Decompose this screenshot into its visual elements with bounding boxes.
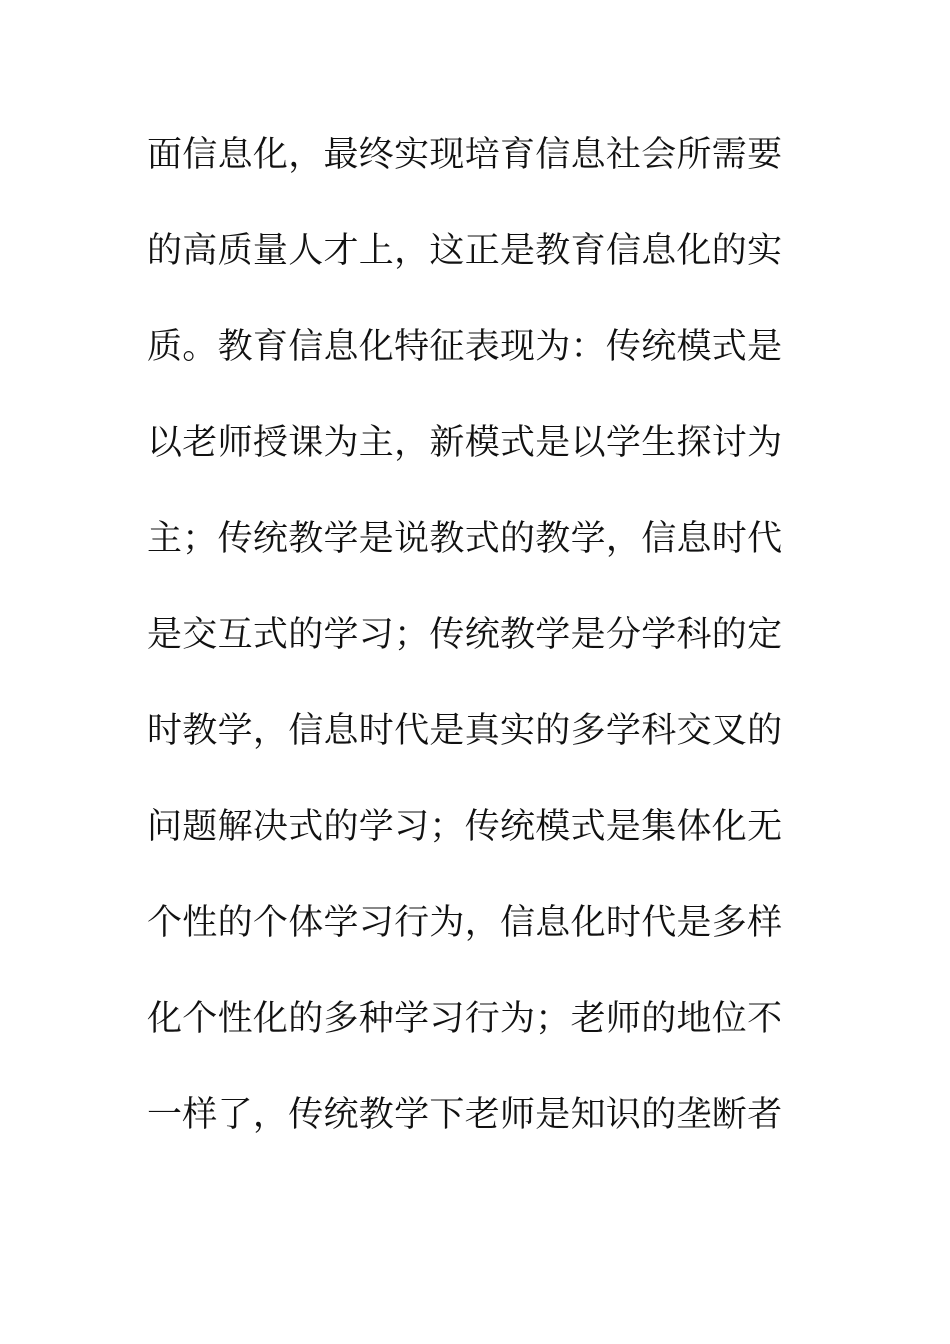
text-line-5: 主；传统教学是说教式的教学，信息时代 bbox=[147, 519, 783, 559]
text-line-7: 时教学，信息时代是真实的多学科交叉的 bbox=[147, 711, 783, 751]
text-line-11: 一样了，传统教学下老师是知识的垄断者 bbox=[147, 1095, 783, 1135]
text-line-4: 以老师授课为主，新模式是以学生探讨为 bbox=[147, 423, 783, 463]
text-line-8: 问题解决式的学习；传统模式是集体化无 bbox=[147, 807, 783, 847]
text-line-10: 化个性化的多种学习行为；老师的地位不 bbox=[147, 999, 783, 1039]
text-line-1: 面信息化，最终实现培育信息社会所需要 bbox=[147, 135, 783, 175]
text-line-6: 是交互式的学习；传统教学是分学科的定 bbox=[147, 615, 783, 655]
body-paragraph bbox=[147, 125, 787, 1181]
text-line-9: 个性的个体学习行为，信息化时代是多样 bbox=[147, 903, 783, 943]
text-line-2: 的高质量人才上，这正是教育信息化的实 bbox=[147, 231, 783, 271]
text-line-3: 质。教育信息化特征表现为：传统模式是 bbox=[147, 327, 783, 367]
